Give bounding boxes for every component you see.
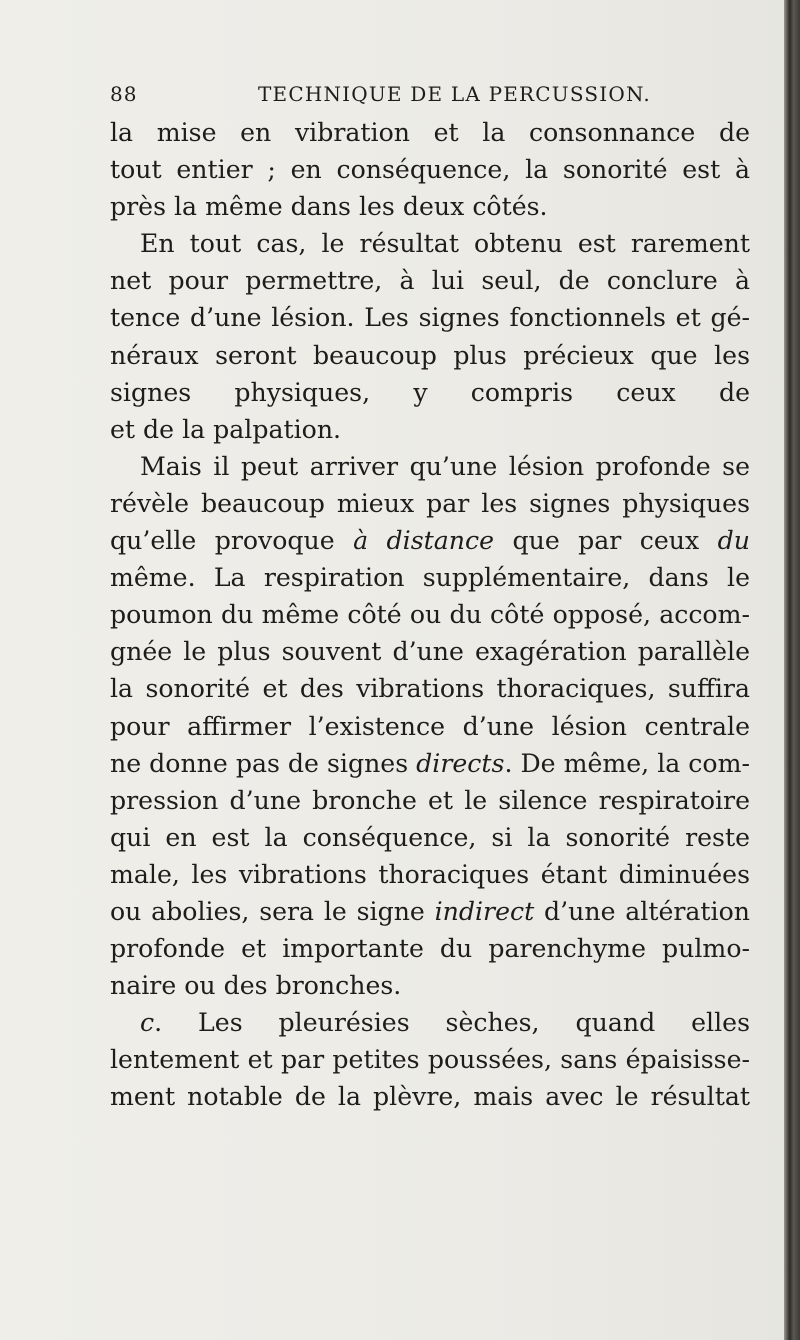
text-line bbox=[110, 1041, 750, 1078]
line-text: naire ou des bronches. bbox=[110, 971, 402, 1001]
text-line bbox=[110, 559, 750, 596]
line-text: et de la palpation. bbox=[110, 414, 342, 444]
page-number: 88 bbox=[110, 82, 138, 106]
italic-text: c bbox=[140, 1008, 155, 1038]
line-text: ne donne pas de signes bbox=[110, 748, 417, 778]
text-line bbox=[110, 670, 750, 707]
text-line bbox=[110, 633, 750, 670]
line-text: d’une altération bbox=[534, 896, 750, 926]
line-text: près la même dans les deux côtés. bbox=[110, 192, 548, 222]
line-text: En tout cas, le résultat obtenu est rarement bbox=[140, 229, 750, 259]
line-text: Mais il peut arriver qu’une lésion profonde se bbox=[140, 451, 750, 481]
text-line bbox=[110, 819, 750, 856]
text-line bbox=[110, 967, 750, 1004]
line-text: male, les vibrations thoraciques étant diminuées bbox=[110, 859, 750, 889]
text-line bbox=[110, 596, 750, 633]
line-text: net pour permettre, à lui seul, de conclure à bbox=[110, 266, 750, 296]
text-line bbox=[110, 522, 750, 559]
line-text: tence d’une lésion. Les signes fonctionnels et gé- bbox=[110, 303, 750, 333]
text-line bbox=[110, 374, 750, 411]
text-line bbox=[110, 114, 750, 151]
text-line bbox=[110, 485, 750, 522]
text-line bbox=[110, 188, 750, 225]
line-text: que par ceux bbox=[494, 526, 718, 556]
line-text: pour affirmer l’existence d’une lésion centrale bbox=[110, 711, 750, 741]
line-text: ment notable de la plèvre, mais avec le résultat bbox=[110, 1082, 750, 1112]
line-text: la mise en vibration et la consonnance de bbox=[110, 118, 750, 147]
body-text bbox=[110, 114, 750, 1116]
line-text: la sonorité et des vibrations thoraciques, suffira bbox=[110, 674, 750, 704]
text-line bbox=[110, 1078, 750, 1115]
line-text: signes physiques, y compris ceux de bbox=[110, 377, 750, 407]
line-text: . Les pleurésies sèches, quand elles bbox=[154, 1008, 750, 1038]
line-text: qui en est la conséquence, si la sonorité reste bbox=[110, 822, 750, 852]
italic-text: indirect bbox=[434, 896, 535, 926]
italic-text: directs bbox=[416, 748, 505, 778]
line-text: . De même, la com- bbox=[504, 748, 750, 778]
line-text: qu’elle provoque bbox=[110, 526, 354, 556]
line-text: profonde et importante du parenchyme pulmo- bbox=[110, 934, 750, 964]
text-line bbox=[110, 930, 750, 967]
text-line bbox=[110, 299, 750, 336]
text-line bbox=[110, 782, 750, 819]
line-text: gnée le plus souvent d’une exagération parallèle bbox=[110, 637, 750, 667]
text-line bbox=[110, 225, 750, 262]
running-title: TECHNIQUE DE LA PERCUSSION. bbox=[258, 82, 651, 106]
italic-text: du bbox=[717, 526, 750, 556]
text-line bbox=[110, 1004, 750, 1041]
book-binding-edge bbox=[784, 0, 800, 1340]
line-text: pression d’une bronche et le silence respiratoire bbox=[110, 785, 750, 815]
line-text: néraux seront beaucoup plus précieux que les bbox=[110, 340, 750, 370]
text-line bbox=[110, 448, 750, 485]
line-text: révèle beaucoup mieux par les signes physiques bbox=[110, 488, 750, 518]
italic-text: à distance bbox=[353, 526, 495, 556]
text-line bbox=[110, 893, 750, 930]
line-text: même. La respiration supplémentaire, dans le bbox=[110, 563, 750, 593]
text-line bbox=[110, 708, 750, 745]
text-line bbox=[110, 337, 750, 374]
line-text: ou abolies, sera le signe bbox=[110, 896, 435, 926]
line-text: lentement et par petites poussées, sans épaisisse- bbox=[110, 1045, 750, 1075]
page-header bbox=[110, 82, 750, 112]
text-line bbox=[110, 856, 750, 893]
text-line bbox=[110, 411, 750, 448]
line-text: tout entier ; en conséquence, la sonorité est à bbox=[110, 155, 750, 185]
line-text: poumon du même côté ou du côté opposé, accom- bbox=[110, 600, 750, 630]
text-line bbox=[110, 151, 750, 188]
text-line bbox=[110, 745, 750, 782]
text-line bbox=[110, 262, 750, 299]
